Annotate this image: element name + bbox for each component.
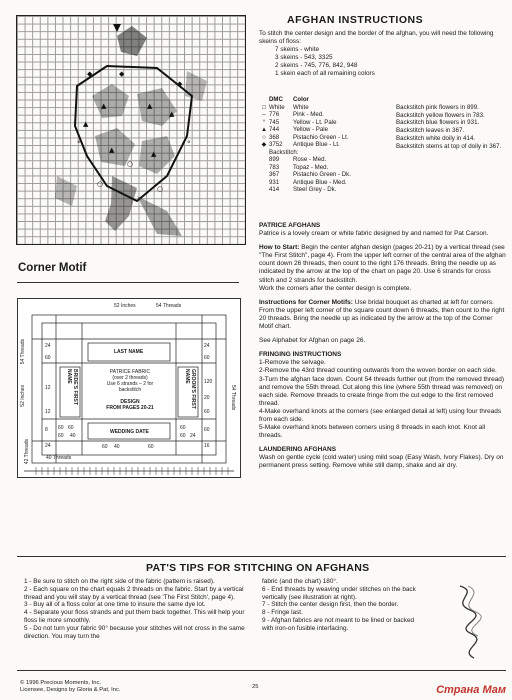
legend-symbol: ▲ bbox=[260, 126, 268, 133]
svg-text:◆: ◆ bbox=[177, 80, 183, 88]
legend-row: ◆ 3752 Antique Blue - Lt. bbox=[259, 141, 399, 149]
tip-item: 3 - Buy all of a floss color at one time to insure the same dye lot. bbox=[24, 601, 206, 609]
laundering-title: LAUNDERING AFGHANS bbox=[259, 446, 337, 454]
dim-number: 60 bbox=[204, 355, 210, 361]
fringing-step: 5-Make overhand knots between corners using 8 threads in each knot. Knot all threads. bbox=[259, 424, 486, 440]
tip-item: 5 - Do not turn your fabric 90° because your stitches will not cross in the same direction. You may turn the bbox=[24, 624, 245, 640]
patrice-title: PATRICE AFGHANS bbox=[259, 222, 321, 229]
intro-text: To stitch the center design and the border of the afghan, you will need the following skeins of floss: bbox=[259, 30, 494, 46]
right-threads-label: 54 Threads bbox=[230, 385, 236, 411]
dim-number: 60 bbox=[102, 444, 108, 450]
tip-item: fabric (and the chart) 180°. bbox=[262, 578, 338, 585]
brides-name-label: BRIDE'S FIRST NAME bbox=[66, 369, 78, 405]
legend-symbol: – bbox=[262, 111, 266, 118]
skein-item: 1 skein each of all remaining colors bbox=[275, 70, 375, 78]
fringing-step: 1-Remove the selvage. bbox=[259, 359, 326, 367]
note: Backstitch pink flowers in 899. bbox=[396, 104, 479, 111]
tip-item: 6 - End threads by weaving under stitches on the back vertically (see illustration at right). bbox=[262, 585, 416, 601]
patrice-text: Patrice is a lovely cream or white fabric designed by and named for Pat Carson. bbox=[259, 230, 489, 238]
instructions-intro bbox=[259, 30, 509, 79]
color-header: Color bbox=[293, 96, 309, 103]
dim-number: 60 bbox=[204, 427, 210, 433]
corner-motif-title: Corner Motif bbox=[18, 262, 87, 274]
tip-item: 4 - Separate your floss strands and put them back together. This will help your floss lie more smoothly. bbox=[24, 609, 245, 624]
left-inches-label: 52 Inches bbox=[20, 385, 26, 407]
svg-text:▲: ▲ bbox=[101, 102, 107, 110]
right-column-text bbox=[259, 222, 507, 471]
dim-number: 24 bbox=[45, 343, 51, 349]
tips-title: PAT'S TIPS FOR STITCHING ON AFGHANS bbox=[146, 562, 370, 574]
svg-text:°: ° bbox=[77, 140, 81, 148]
dmc-header: DMC bbox=[269, 96, 283, 103]
svg-text:○: ○ bbox=[127, 160, 134, 168]
fringing-step: 3-Turn the afghan face down. Count 54 threads further out (from the removed thread) and remove the 55th thread. Cut along this line (where 55th thread was removed) on each side. Remove threads to create fringe from the cut edge to the first removed thread. bbox=[259, 375, 505, 407]
svg-text:○: ○ bbox=[157, 185, 164, 193]
dim-number: 60 bbox=[148, 444, 154, 450]
laundering-text: Wash on gentle cycle (cold water) using mild soap (Easy Wash, Ivory Flakes). Dry on permanent press setting. Remove while still damp, shake and air dry. bbox=[259, 454, 504, 470]
tip-item: 2 - Each square on the chart equals 2 threads on the fabric. Start by a vertical thread and you will stay by a vertical thread (see 'The First Stitch', page 4). bbox=[24, 585, 244, 601]
legend-symbol: □ bbox=[262, 103, 266, 111]
left-threads-label: 54 Threads bbox=[20, 339, 26, 365]
backstitch-row: 367 Pistachio Green - Dk. bbox=[269, 171, 351, 178]
instructions-title: AFGHAN INSTRUCTIONS bbox=[287, 14, 424, 26]
dim-number: 24 bbox=[204, 343, 210, 349]
bouquet-pattern bbox=[17, 16, 245, 244]
top-inches-label: 52 Inches bbox=[114, 303, 136, 309]
afghan-instructions bbox=[287, 14, 507, 26]
backstitch-label: Backstitch: bbox=[269, 148, 299, 156]
backstitch-row: 899 Rose - Med. bbox=[269, 156, 327, 163]
dim-number: 60 bbox=[58, 433, 64, 439]
note: Backstitch white doily in 414. bbox=[396, 134, 476, 142]
backstitch-notes bbox=[396, 104, 504, 150]
watermark-logo: Страна Мам bbox=[436, 684, 506, 696]
backstitch-row: 414 Steel Grey - Dk. bbox=[269, 186, 337, 193]
skein-item: 7 skeins - white bbox=[275, 46, 320, 54]
top-threads-label: 54 Threads bbox=[156, 303, 182, 309]
svg-text:▲: ▲ bbox=[83, 120, 89, 128]
alphabet-note: See Alphabet for Afghan on page 26. bbox=[259, 337, 366, 345]
legend-row: ○ 368 Pistachio Green - Lt. bbox=[259, 134, 399, 142]
wedding-date-label: WEDDING DATE bbox=[110, 429, 149, 435]
footer-copyright: © 1996 Precious Moments, Inc. Licensee, Designs by Gloria & Pat, Inc. bbox=[20, 680, 121, 693]
dim-number: 60 bbox=[180, 425, 186, 431]
svg-text:◆: ◆ bbox=[87, 70, 93, 78]
svg-text:▲: ▲ bbox=[147, 102, 153, 110]
dim-number: 120 bbox=[204, 379, 213, 385]
svg-text:▲: ▲ bbox=[151, 150, 157, 158]
page-number: 25 bbox=[252, 684, 259, 690]
legend-row: ° 745 Yellow - Lt. Pale bbox=[259, 119, 399, 127]
threads-42-label: 42 Threads bbox=[24, 439, 30, 465]
dim-number: 60 bbox=[204, 409, 210, 415]
dim-number: 24 bbox=[190, 433, 196, 439]
legend-row: ▲ 744 Yellow - Pale bbox=[260, 126, 329, 133]
start-arrow bbox=[113, 24, 121, 32]
fringing-step: 2-Remove the 43rd thread counting outwards from the woven border on each side. bbox=[259, 367, 497, 375]
dim-number: 40 bbox=[114, 444, 120, 450]
skein-item: 3 skeins - 543, 3325 bbox=[275, 54, 333, 62]
dim-number: 12 bbox=[45, 409, 51, 415]
last-name-label: LAST NAME bbox=[114, 349, 144, 355]
note: Backstitch leaves in 367. bbox=[396, 127, 465, 135]
floss-legend bbox=[259, 96, 399, 194]
legend-row: – 776 Pink - Med. bbox=[259, 111, 399, 119]
tips-left-column bbox=[24, 578, 254, 640]
tip-item: 8 - Fringe last. bbox=[262, 609, 303, 617]
afghan-layout-diagram bbox=[17, 298, 241, 478]
note: Backstitch blue flowers in 931. bbox=[396, 119, 480, 127]
svg-text:▲: ▲ bbox=[109, 146, 115, 154]
tip-item: 7 - Stitch the center design first, then the border. bbox=[262, 601, 399, 609]
dim-number: 24 bbox=[45, 443, 51, 449]
skein-item: 2 skeins - 745, 776, 842, 948 bbox=[275, 62, 358, 70]
note: Backstitch yellow flowers in 783. bbox=[396, 111, 485, 119]
threads-40-label: 40 Threads bbox=[46, 455, 72, 461]
legend-row: □ White White bbox=[259, 104, 399, 112]
fabric-note: PATRICE FABRIC (over 2 threads) Use 6 strands – 2 for backstitch bbox=[106, 369, 154, 393]
svg-text:◆: ◆ bbox=[119, 70, 125, 78]
dim-number: 60 bbox=[68, 425, 74, 431]
legend-symbol: ° bbox=[262, 118, 266, 126]
fringing-step: 4-Make overhand knots at the corners (see enlarged detail at left) using four threads from each side. bbox=[259, 407, 502, 423]
legend-symbol: ○ bbox=[262, 133, 266, 141]
dim-number: 60 bbox=[45, 355, 51, 361]
design-label: DESIGN FROM PAGES 20-21 bbox=[106, 399, 154, 411]
thread-weaving-illustration bbox=[440, 582, 500, 662]
svg-text:°: ° bbox=[187, 140, 191, 148]
dim-number: 60 bbox=[180, 433, 186, 439]
note: Backstitch stems at top of doily in 367. bbox=[396, 142, 502, 150]
fringing-title: FRINGING INSTRUCTIONS bbox=[259, 351, 342, 359]
how-to-start-2: Work the corners after the center design is complete. bbox=[259, 284, 412, 292]
tips-right-column bbox=[262, 578, 422, 633]
how-to-start: How to Start: Begin the center afghan design (pages 20-21) by a vertical thread (see "The First Stitch", page 4). From the upper left corner of the central area of the afghan count down 26 threads, then count to the right 176 threads. Bring the needle up as indicated by the arrow at the top of the chart on page 20. Use 6 strands for cross stitch and 2 strands for backstitch. bbox=[259, 244, 506, 284]
dim-number: 40 bbox=[70, 433, 76, 439]
svg-text:○: ○ bbox=[97, 180, 104, 188]
legend-symbol: ◆ bbox=[261, 141, 267, 148]
dim-number: 60 bbox=[58, 425, 64, 431]
cross-stitch-chart bbox=[16, 15, 246, 245]
tip-item: 1 - Be sure to stitch on the right side of the fabric (pattern is raised). bbox=[24, 578, 215, 585]
dim-number: 20 bbox=[204, 395, 210, 401]
dim-number: 16 bbox=[204, 443, 210, 449]
corner-motif-instructions: Instructions for Corner Motifs: Use bridal bouquet as charted at left for corners. From the upper left corner of the square count down 6 threads, then count to the right 20 threads. Bring the needle up as indicated by the arrow at the top of the Corner Motif chart. bbox=[259, 298, 505, 331]
backstitch-row: 783 Topaz - Med. bbox=[269, 163, 329, 171]
skein-list bbox=[259, 46, 509, 78]
dim-number: 12 bbox=[45, 385, 51, 391]
dim-number: 8 bbox=[45, 427, 48, 433]
svg-text:▲: ▲ bbox=[169, 110, 175, 118]
backstitch-row: 931 Antique Blue - Med. bbox=[269, 178, 347, 186]
grooms-name-label: GROOM'S FIRST NAME bbox=[184, 369, 196, 409]
tip-item: 9 - Afghan fabrics are not meant to be lined or backed with iron-on fusible interfacing. bbox=[262, 616, 415, 632]
